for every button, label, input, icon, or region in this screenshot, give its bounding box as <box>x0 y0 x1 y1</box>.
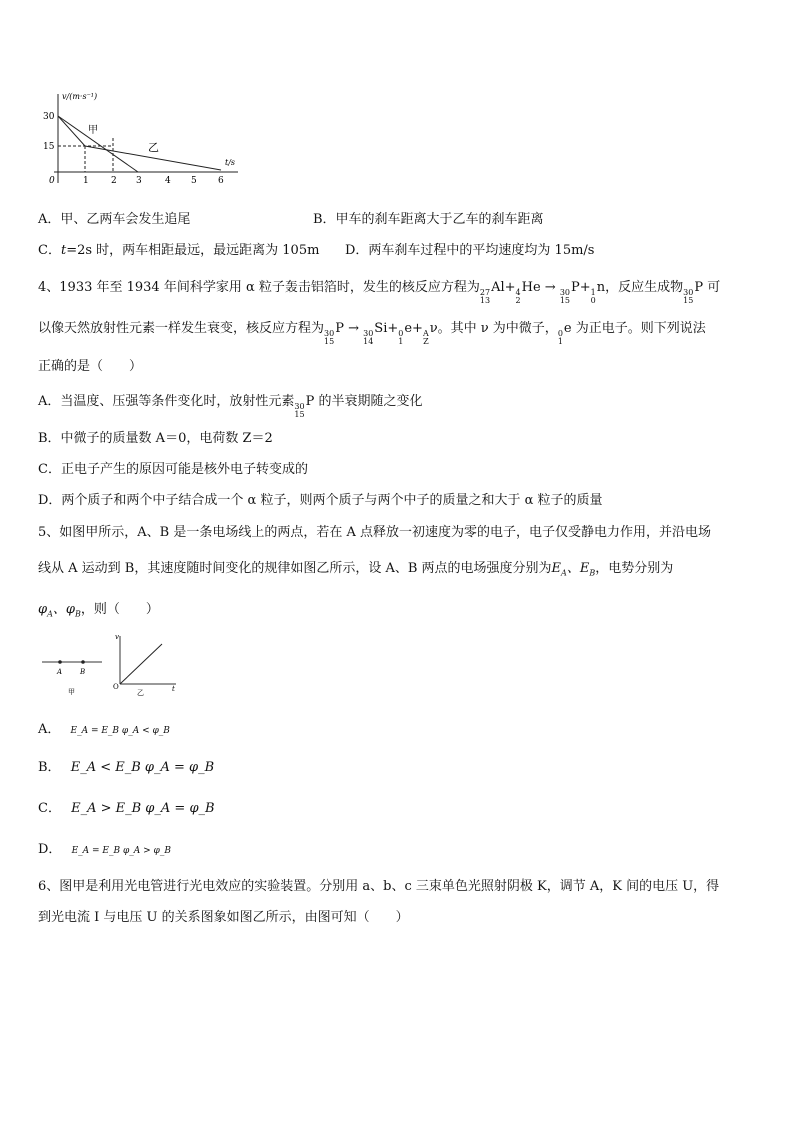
q5-option-d-label: D． <box>38 842 62 857</box>
xtick-4: 4 <box>165 176 171 186</box>
yi-v-label: v <box>115 633 119 641</box>
v-t-line <box>120 644 162 684</box>
q5-option-d <box>38 838 171 857</box>
q5-text-2a: 线从 A 运动到 B，其速度随时间变化的规律如图乙所示，设 A、B 两点的电场强度分别为 <box>38 561 552 576</box>
q5-line3 <box>38 598 159 619</box>
q4-option-c: C．正电子产生的原因可能是核外电子转变成的 <box>38 462 308 477</box>
nuclide-p30-2: 30 15P <box>294 394 315 419</box>
q3-option-c <box>38 239 319 258</box>
caption-jia: 甲 <box>68 688 75 696</box>
q4-option-b: B．中微子的质量数 A＝0，电荷数 Z＝2 <box>38 431 273 446</box>
graph-ylabel: v/(m·s⁻¹) <box>62 92 98 101</box>
point-b-label: B <box>80 668 86 676</box>
yi-origin: O <box>113 683 119 691</box>
q5-option-c-label: C． <box>38 801 61 816</box>
q5-option-a <box>38 718 170 737</box>
point-a <box>58 660 62 664</box>
q4-text-2c: 为正电子。则下列说法 <box>575 321 706 336</box>
figure-jia <box>40 648 105 698</box>
q4-text-1b: ，反应生成物 <box>605 280 684 295</box>
xtick-2: 2 <box>111 176 117 186</box>
q5-option-b <box>38 756 214 775</box>
nuclide-p30: 30 15P <box>683 280 704 305</box>
q3-option-c-rest: =2s 时，两车相距最远，最远距离为 105m <box>66 243 320 258</box>
q4-option-a-text: A．当温度、压强等条件变化时，放射性元素 <box>38 394 295 409</box>
q5-line1: 5、如图甲所示，A、B 是一条电场线上的两点，若在 A 点释放一初速度为零的电子，电子仅受静电力作用，并沿电场 <box>38 525 711 540</box>
q5-line2 <box>38 557 673 578</box>
xtick-0: 0 <box>49 176 55 186</box>
potential-symbols: $\varphi_A$、$\varphi_B$ <box>38 602 81 619</box>
graph-xlabel: t/s <box>225 158 236 167</box>
q3-option-b: B．甲车的刹车距离大于乙车的刹车距离 <box>313 212 544 227</box>
q4-option-a <box>38 390 422 419</box>
q5-option-a-label: A． <box>38 722 61 737</box>
q5-option-b-expr: E_A < E_B φ_A = φ_B <box>70 760 215 775</box>
q4-text-1c: 可 <box>707 280 721 295</box>
label-yi: 乙 <box>148 141 159 154</box>
point-b <box>81 660 85 664</box>
q4-line2 <box>38 317 706 346</box>
q3-option-d: D．两车刹车过程中的平均速度均为 15m/s <box>345 243 595 258</box>
q4-option-d: D．两个质子和两个中子结合成一个 α 粒子，则两个质子与两个中子的质量之和大于 α 粒子的质量 <box>38 493 603 508</box>
equation-1: 27 13Al+4 2He → 30 15P+1 0n <box>479 280 606 305</box>
positron: 0 1e <box>557 321 572 346</box>
q5-option-c-expr: E_A > E_B φ_A = φ_B <box>71 801 215 816</box>
xtick-6: 6 <box>218 176 224 186</box>
xtick-3: 3 <box>136 176 142 186</box>
q3-option-c-t: t <box>60 243 67 258</box>
ytick-30: 30 <box>43 112 55 122</box>
q3-option-c-prefix: C． <box>38 243 61 258</box>
q5-text-3b: ，则（ ） <box>80 602 159 617</box>
q4-text-2a: 以像天然放射性元素一样发生衰变，核反应方程为 <box>38 321 325 336</box>
point-a-label: A <box>57 668 63 676</box>
equation-2: 30 15P → 30 14Si+0 1e+A Zν <box>324 321 438 346</box>
q4-line1 <box>38 276 720 305</box>
xtick-1: 1 <box>83 176 89 186</box>
q5-text-2b: ，电势分别为 <box>595 561 674 576</box>
caption-yi: 乙 <box>137 689 144 697</box>
label-jia: 甲 <box>88 125 98 136</box>
velocity-time-graph <box>38 88 248 188</box>
q4-line3: 正确的是（ ） <box>38 359 143 374</box>
q6-line2: 到光电流 I 与电压 U 的关系图象如图乙所示，由图可知（ ） <box>38 910 409 925</box>
q6-line1: 6、图甲是利用光电管进行光电效应的实验装置。分别用 a、b、c 三束单色光照射阴极 K，调节 A，K 间的电压 U，得 <box>38 879 720 894</box>
figure-yi <box>110 632 180 698</box>
q4-option-a-text2: 的半衰期随之变化 <box>318 394 423 409</box>
yi-t-label: t <box>172 685 175 693</box>
q3-option-a: A．甲、乙两车会发生追尾 <box>38 212 191 227</box>
q5-option-c <box>38 797 215 816</box>
q4-text-2b: 。其中 ν 为中微子， <box>437 321 558 336</box>
q5-option-b-label: B． <box>38 760 61 775</box>
field-symbols: $E_A$、$E_B$ <box>551 561 596 578</box>
yi-line <box>58 116 138 172</box>
ytick-15: 15 <box>43 142 55 152</box>
q4-text-1a: 4、1933 年至 1934 年间科学家用 α 粒子轰击铝箔时，发生的核反应方程为 <box>38 280 480 295</box>
q5-option-a-expr: E_A = E_B φ_A < φ_B <box>70 726 170 736</box>
q5-option-d-expr: E_A = E_B φ_A > φ_B <box>71 846 171 856</box>
xtick-5: 5 <box>191 176 197 186</box>
jia-line <box>58 116 221 170</box>
